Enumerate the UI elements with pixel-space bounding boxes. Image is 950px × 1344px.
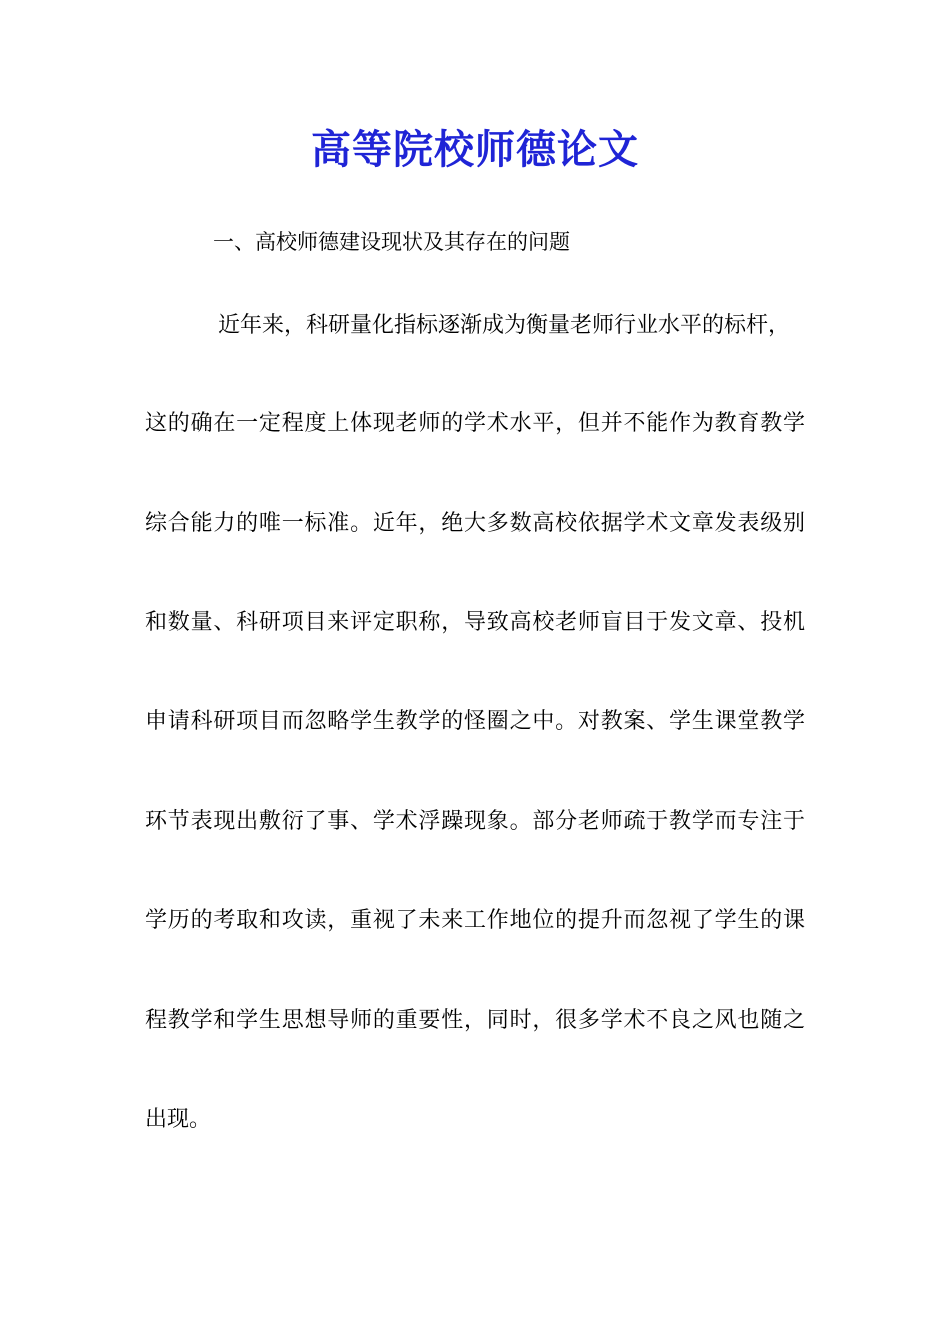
paragraph-line: 综合能力的唯一标准。近年，绝大多数高校依据学术文章发表级别 <box>145 511 805 536</box>
paragraph-line: 学历的考取和攻读，重视了未来工作地位的提升而忽视了学生的课 <box>145 908 805 933</box>
paragraph-line: 申请科研项目而忽略学生教学的怪圈之中。对教案、学生课堂教学 <box>145 709 805 734</box>
section-heading: 一、高校师德建设现状及其存在的问题 <box>213 230 570 254</box>
paragraph-line: 程教学和学生思想导师的重要性，同时，很多学术不良之风也随之 <box>145 1008 805 1033</box>
paragraph-line: 近年来，科研量化指标逐渐成为衡量老师行业水平的标杆， <box>218 313 791 338</box>
paragraph-line: 出现。 <box>145 1107 212 1132</box>
paragraph-line: 这的确在一定程度上体现老师的学术水平，但并不能作为教育教学 <box>145 411 805 436</box>
page-title: 高等院校师德论文 <box>311 126 639 173</box>
paragraph-line: 和数量、科研项目来评定职称，导致高校老师盲目于发文章、投机 <box>145 610 805 635</box>
paragraph-line: 环节表现出敷衍了事、学术浮躁现象。部分老师疏于教学而专注于 <box>145 809 805 834</box>
